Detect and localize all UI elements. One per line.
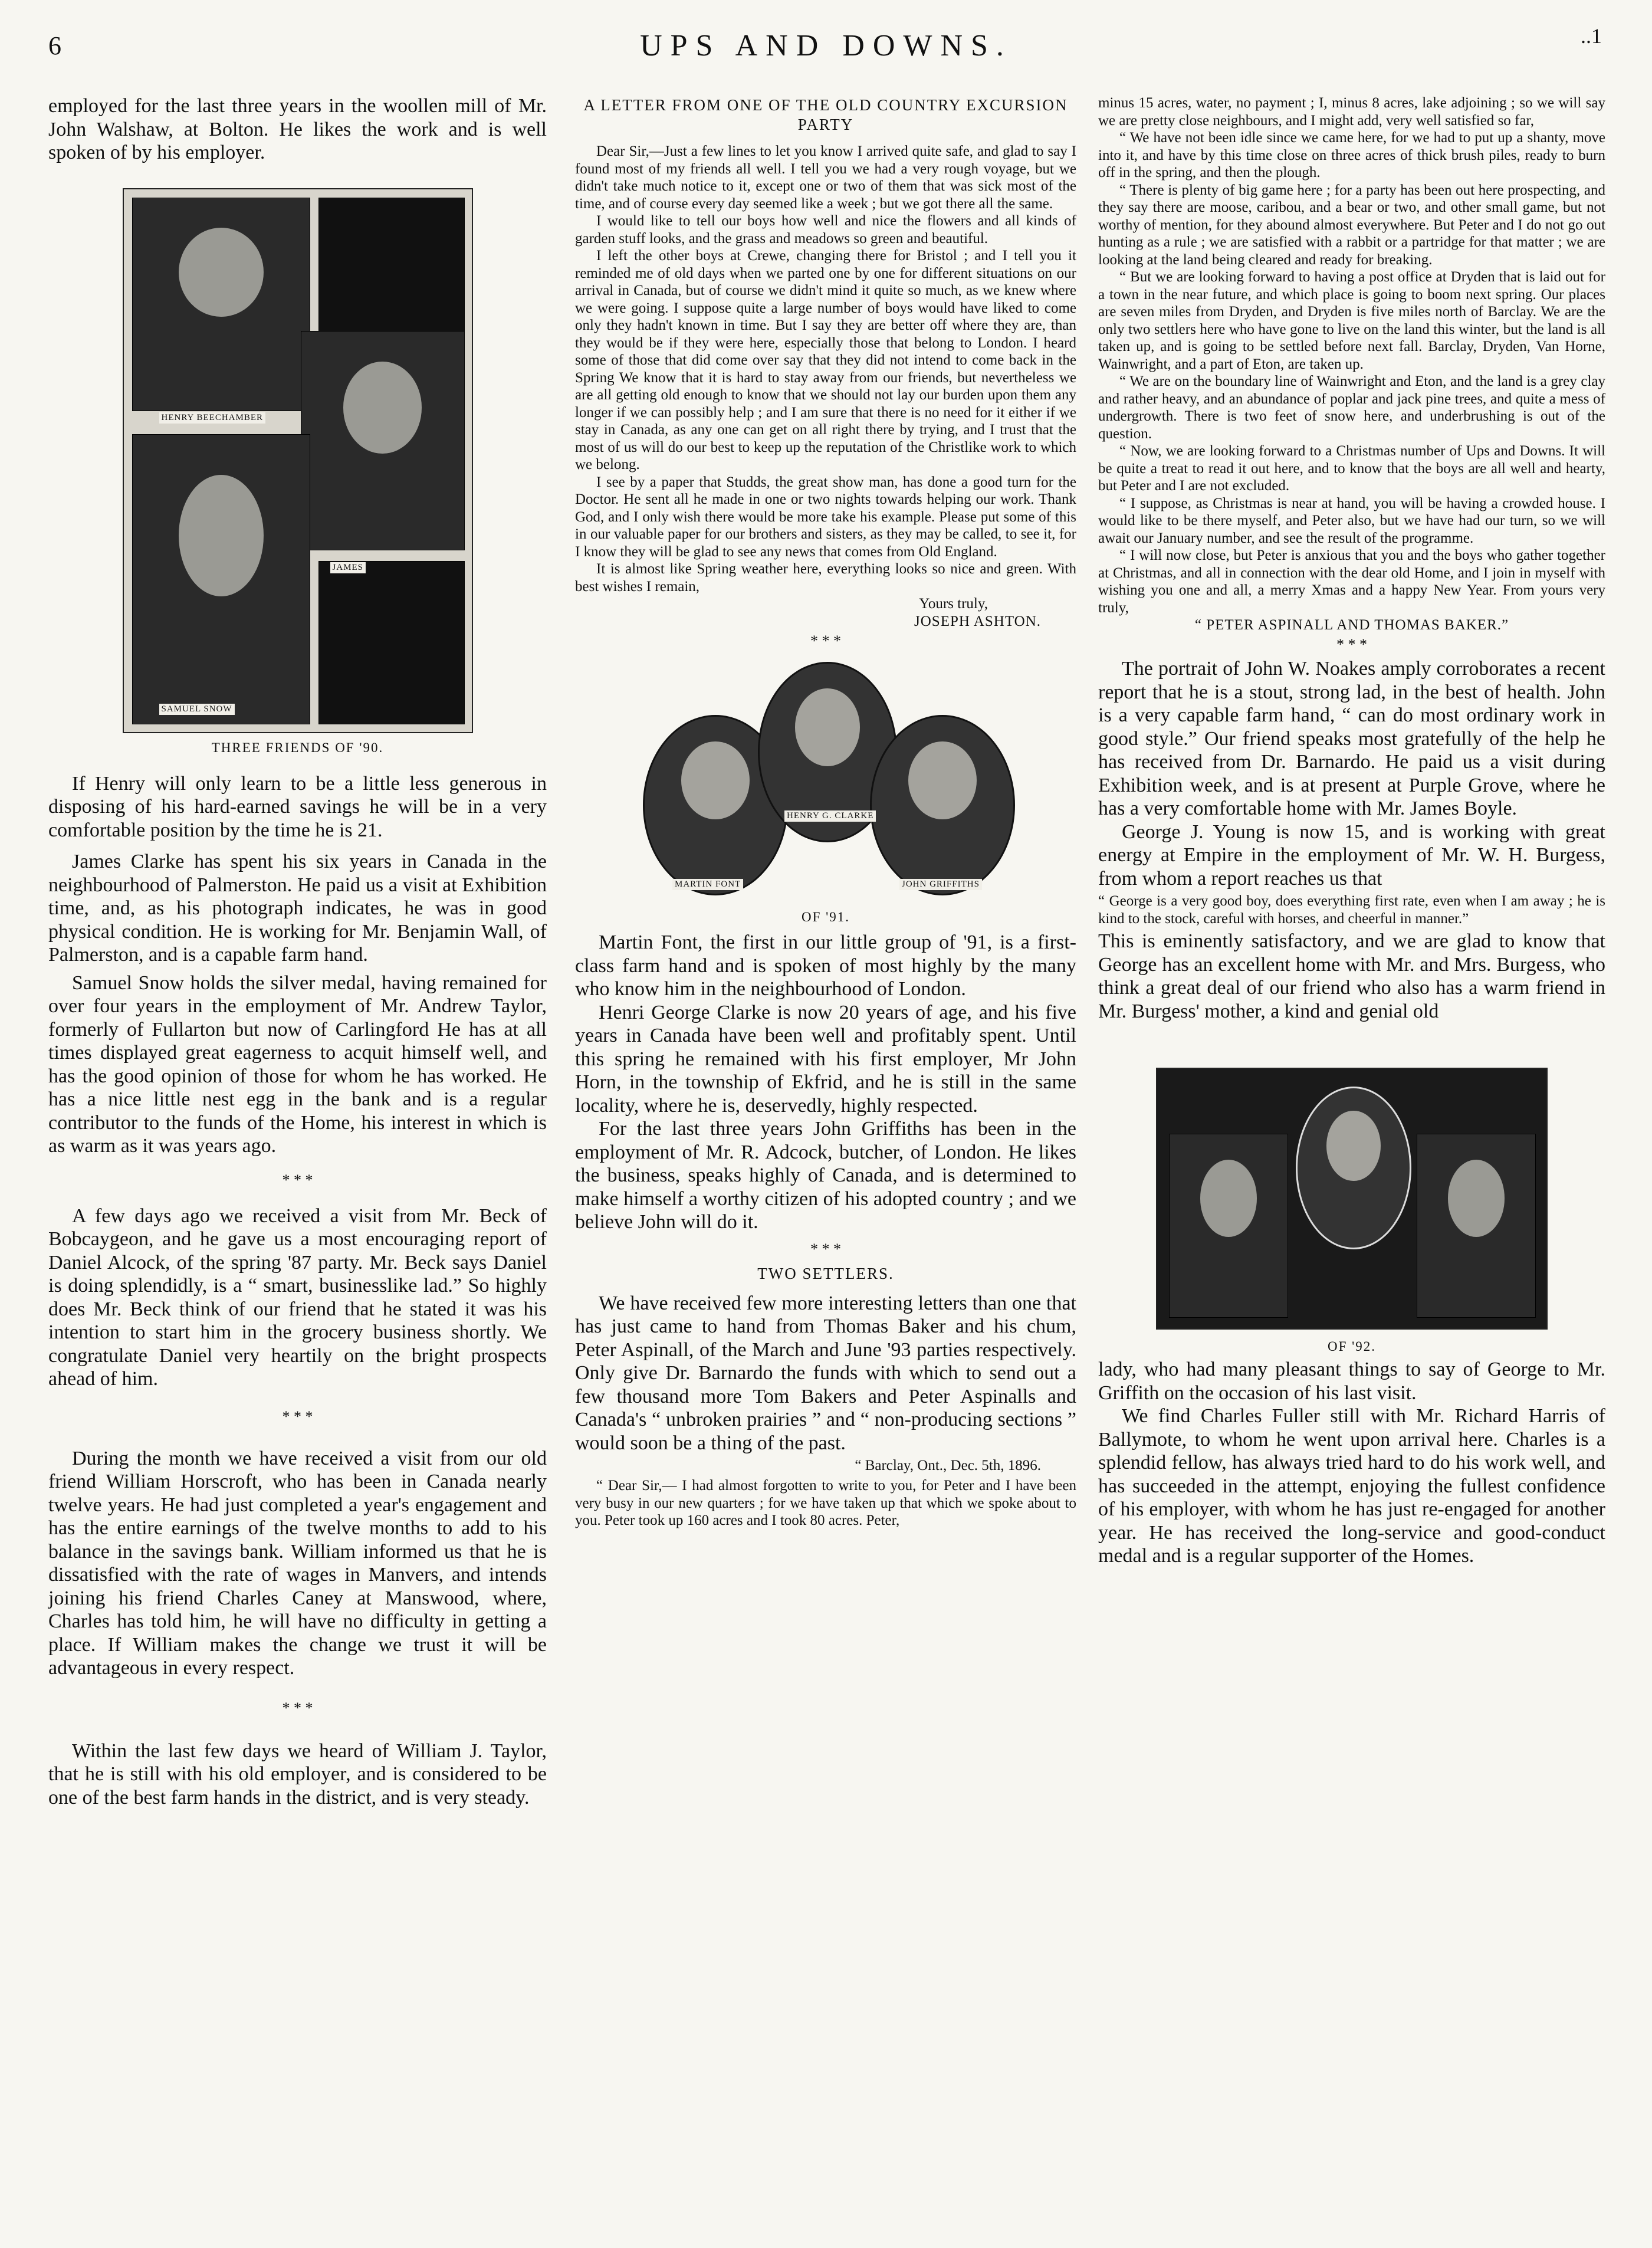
asterism: * * * — [282, 1171, 313, 1189]
letter-signature: “ PETER ASPINALL AND THOMAS BAKER.” — [1194, 617, 1509, 633]
letter-paragraph: “ But we are looking forward to having a post office at Dryden that is laid out for a town in the near future, and which place is going to boom next spring. Our places are seven miles from Dryden, and Dryden is five miles north of Barclay. We are the only two settlers here who have gone to live on the land this winter, but the land is all taken up, and is going to be settled before next fall. Barclay, Dryden, Van Horne, Wainwright, and a part of Eton, are taken up. — [1098, 269, 1605, 372]
letter-paragraph: minus 15 acres, water, no payment ; I, minus 8 acres, lake adjoining ; so we will say we are pretty close neighbours, and I might add, very well satisfied so far, — [1098, 95, 1605, 129]
corner-mark: ..1 — [1581, 24, 1602, 48]
paragraph: During the month we have received a visit from our old friend William Horscroft, who has been in Canada nearly twelve years. He had just completed a year's engagement and has the entire earnings of the twelve months to add to his balance in the savings bank. William informed us that he is dissatisfied with the rate of wages in Manvers, and intends joining his friend Charles Caney at Manswood, where, Charles has told him, he will have no difficulty in getting a place. If William makes the change we trust it will be advantageous in every respect. — [48, 1447, 547, 1679]
photo-label: MARTIN FONT — [672, 879, 743, 890]
photo-label: HENRY BEECHAMBER — [159, 412, 266, 424]
asterism: * * * — [282, 1407, 313, 1425]
dateline: “ Barclay, Ont., Dec. 5th, 1896. — [855, 1458, 1041, 1473]
sheet-texture — [318, 198, 465, 332]
column-right — [1098, 94, 1605, 1568]
letter-paragraph: Dear Sir,—Just a few lines to let you know I arrived quite safe, and glad to say I found most of my friends all well. I tell you we had a very rough voyage, but we didn't take much notice to it, except one or two of them that was sick most of the time, and of course every day seemed like a week ; but we got there all the same. — [575, 143, 1076, 212]
quoted-report: “ George is a very good boy, does everything first rate, even when I am away ; he is kind to the stock, careful with horses, and cheerful in manner.” — [1098, 893, 1605, 927]
portrait-centre — [1296, 1087, 1411, 1249]
section-title: TWO SETTLERS. — [757, 1264, 894, 1282]
paragraph: George J. Young is now 15, and is working with great energy at Empire in the employment of Mr. W. H. Burgess, from whom a report reaches us that — [1098, 821, 1605, 890]
asterism: * * * — [282, 1699, 313, 1717]
article-title: A LETTER FROM ONE OF THE OLD COUNTRY EXCURSION PARTY — [583, 96, 1068, 133]
paragraph: James Clarke has spent his six years in Canada in the neighbourhood of Palmerston. He paid us a visit at Exhibition time, and, as his photograph indicates, he was in good physical condition. He is working for Mr. Benjamin Wall, of Palmerston, and is a capable farm hand. — [48, 851, 547, 966]
photo-of-92 — [1156, 1068, 1548, 1330]
letter-closing: Yours truly, — [919, 596, 988, 612]
photo-label: JOHN GRIFFITHS — [899, 879, 982, 890]
paragraph: We have received few more interesting letters than one that has just came to hand from Thomas Baker and his chum, Peter Aspinall, of the March and June '93 parties respectively. Only give Dr. Barnardo the funds with which to send out a few thousand more Tom Bakers and Peter Aspinalls and Canada's “ unbroken prairies ” and “ non-producing sections ” would soon be a thing of the past. — [575, 1292, 1076, 1454]
letter-paragraph: “ We are on the boundary line of Wainwright and Eton, and the land is a grey clay and rather heavy, and an abundance of poplar and jack pine trees, and quite a mess of undergrowth. There is two feet of snow here, and underbrushing is out of the question. — [1098, 373, 1605, 442]
letter-paragraph: I would like to tell our boys how well and nice the flowers and all kinds of garden stuff looks, and the grass and meadows so green and beautiful. — [575, 213, 1076, 247]
portrait-john-griffiths — [870, 715, 1015, 895]
paragraph: Martin Font, the first in our little group of '91, is a first-class farm hand and is spoken of most highly by the many who know him in the neighbourhood of London. — [575, 931, 1076, 1000]
column-left — [48, 94, 547, 1809]
photo-label: HENRY G. CLARKE — [784, 810, 876, 822]
paragraph: For the last three years John Griffiths has been in the employment of Mr. R. Adcock, butcher, of London. He likes the business, speaks highly of Canada, and is determined to make himself a worthy citizen of his adopted country ; and we believe John will do it. — [575, 1118, 1076, 1233]
letter-paragraph: “ There is plenty of big game here ; for a party has been out here prospecting, and they say there are moose, caribou, and a bear or two, and other small game, but not worthy of mention, for they abound almost everywhere. But Peter and I do not go out hunting as a rule ; we are satisfied with a rabbit or a partridge for that matter ; we are looking at the land being cleared and ready for breaking. — [1098, 182, 1605, 268]
column-middle — [575, 94, 1076, 1530]
page-number: 6 — [48, 31, 61, 60]
asterism: * * * — [810, 1240, 841, 1258]
letter-paragraph: I see by a paper that Studds, the great show man, has done a good turn for the Doctor. He sent all he made in one or two nights towards helping our work. Thank God, and I only wish there would be more take his example. Please put some of this in our valuable paper for our brothers and sisters, as they may be called, to see it, for I know they will be glad to see any news that comes from Old England. — [575, 474, 1076, 560]
portrait-samuel — [132, 434, 310, 724]
portrait-right — [1417, 1134, 1536, 1318]
paragraph: The portrait of John W. Noakes amply corroborates a recent report that he is a stout, strong lad, in the best of health. John is a very capable farm hand, “ can do most ordinary work in good style.” Our friend speaks most gratefully of the help he has received from Dr. Barnardo. He paid us a visit during Exhibition week, and is at present at Purple Grove, where he has a very comfortable home with Mr. James Boyle. — [1098, 658, 1605, 819]
paragraph: This is eminently satisfactory, and we are glad to know that George has an excellent home with Mr. and Mrs. Burgess, who think a great deal of our friend who also has a warm friend in Mr. Burgess' mother, a kind and genial old — [1098, 930, 1605, 1022]
photo-caption: THREE FRIENDS OF '90. — [211, 740, 384, 755]
letter-paragraph: It is almost like Spring weather here, everything looks so nice and green. With best wishes I remain, — [575, 561, 1076, 595]
paragraph: A few days ago we received a visit from Mr. Beck of Bobcaygeon, and he gave us a most encouraging report of Daniel Alcock, of the spring '87 party. Mr. Beck says Daniel is doing splendidly, is a “ smart, businesslike lad.” So highly does Mr. Beck think of our friend that he stated it was his intention to start him in the grocery business shortly. We congratulate Daniel very heartily on the bright prospects ahead of him. — [48, 1205, 547, 1390]
paragraph: Henri George Clarke is now 20 years of age, and his five years in Canada have been well and profitably spent. Until this spring he remained with his first employer, Mr John Horn, in the township of Ekfrid, and he is still in the same locality, where he is, deservedly, highly respected. — [575, 1001, 1076, 1117]
letter-paragraph: “ Dear Sir,— I had almost forgotten to write to you, for Peter and I have been very busy in our new quarters ; for we have taken up that which we spoke about to you. Peter took up 160 acres and I took 80 acres. Peter, — [575, 1478, 1076, 1528]
photo-caption: OF '92. — [1327, 1339, 1377, 1354]
letter-paragraph: “ I will now close, but Peter is anxious that you and the boys who gather together at Christmas, and all in connection with the dear old Home, and I join in myself with wishing you one and all, a merry Xmas and a happy New Year. From yours very truly, — [1098, 547, 1605, 616]
letter-signature: JOSEPH ASHTON. — [914, 613, 1041, 629]
portrait-left — [1169, 1134, 1288, 1318]
letter-paragraph: “ We have not been idle since we came here, for we had to put up a shanty, move into it, and have by this time close on three acres of thick brush piles, ready to burn off in the spring, and then the plough. — [1098, 130, 1605, 181]
portrait-james — [301, 331, 465, 550]
photo-three-friends-of-90 — [123, 188, 473, 733]
paragraph: Samuel Snow holds the silver medal, having remained for over four years in the employment of Mr. Andrew Taylor, formerly of Fullarton but now of Carlingford He has at all times displayed great eagerness to acquit himself well, and has the good opinion of those for whom he has worked. He has a nice little nest egg in the bank and is a regular contributor to the funds of the Home, his interest in which is as warm as it was years ago. — [48, 972, 547, 1157]
photo-label: SAMUEL SNOW — [159, 704, 235, 715]
photo-caption: OF '91. — [801, 910, 850, 924]
paragraph: employed for the last three years in the woollen mill of Mr. John Walshaw, at Bolton. He likes the work and is well spoken of by his employer. — [48, 95, 547, 163]
letter-paragraph: I left the other boys at Crewe, changing there for Bristol ; and I tell you it reminded me of old days when we parted one by one for different situations on our arrival in Canada, but of course we didn't mind it quite so much, as we knew where we were going. I suppose quite a large number of boys would have liked to come only they hadn't known in time. But I say they are better off where they are, than they would be if they were here, especially those that belong to London. I heard some of those that did come over say that they did not intend to come back in the Spring We know that it is hard to stay away from our friends, but nevertheless we are all getting old enough to know that we should not lay our burden upon them any longer if we can possibly help ; and I am sure that there is no need for it either if we stay in Canada, as any one can get on all right there by trying, and I trust that the most of us will do our best to keep up the reputation of the Christlike work to which we belong. — [575, 248, 1076, 472]
portrait-henry — [132, 198, 310, 411]
paragraph: We find Charles Fuller still with Mr. Richard Harris of Ballymote, to whom he went upon arrival here. Charles is a splendid fellow, has always tried hard to do his work well, and has succeeded in the attempt, enjoying the fullest confidence of his employer, with whom he has just re-engaged for another year. He has received the long-service and good-conduct medal and is a regular supporter of the Homes. — [1098, 1405, 1605, 1567]
letter-paragraph: “ Now, we are looking forward to a Christmas number of Ups and Downs. It will be quite a treat to read it out here, and to know that the boys are all well and hearty, but Peter and I are not excluded. — [1098, 443, 1605, 494]
photo-of-91 — [631, 656, 1020, 898]
asterism: * * * — [1336, 636, 1367, 653]
running-title: UPS AND DOWNS. — [640, 29, 1012, 63]
photo-label: JAMES — [330, 562, 366, 573]
asterism: * * * — [810, 632, 841, 649]
letter-paragraph: “ I suppose, as Christmas is near at hand, you will be having a crowded house. I would like to be there myself, and Peter also, but we have had our turn, so we will await our January number, and see the result of the programme. — [1098, 495, 1605, 546]
paragraph: lady, who had many pleasant things to say of George to Mr. Griffith on the occasion of his last visit. — [1098, 1358, 1605, 1404]
sheet-texture — [318, 561, 465, 724]
paragraph: Within the last few days we heard of William J. Taylor, that he is still with his old employer, and is considered to be one of the best farm hands in the district, and is very steady. — [48, 1740, 547, 1809]
paragraph: If Henry will only learn to be a little less generous in disposing of his hard-earned savings he will be in a very comfortable position by the time he is 21. — [48, 772, 547, 841]
